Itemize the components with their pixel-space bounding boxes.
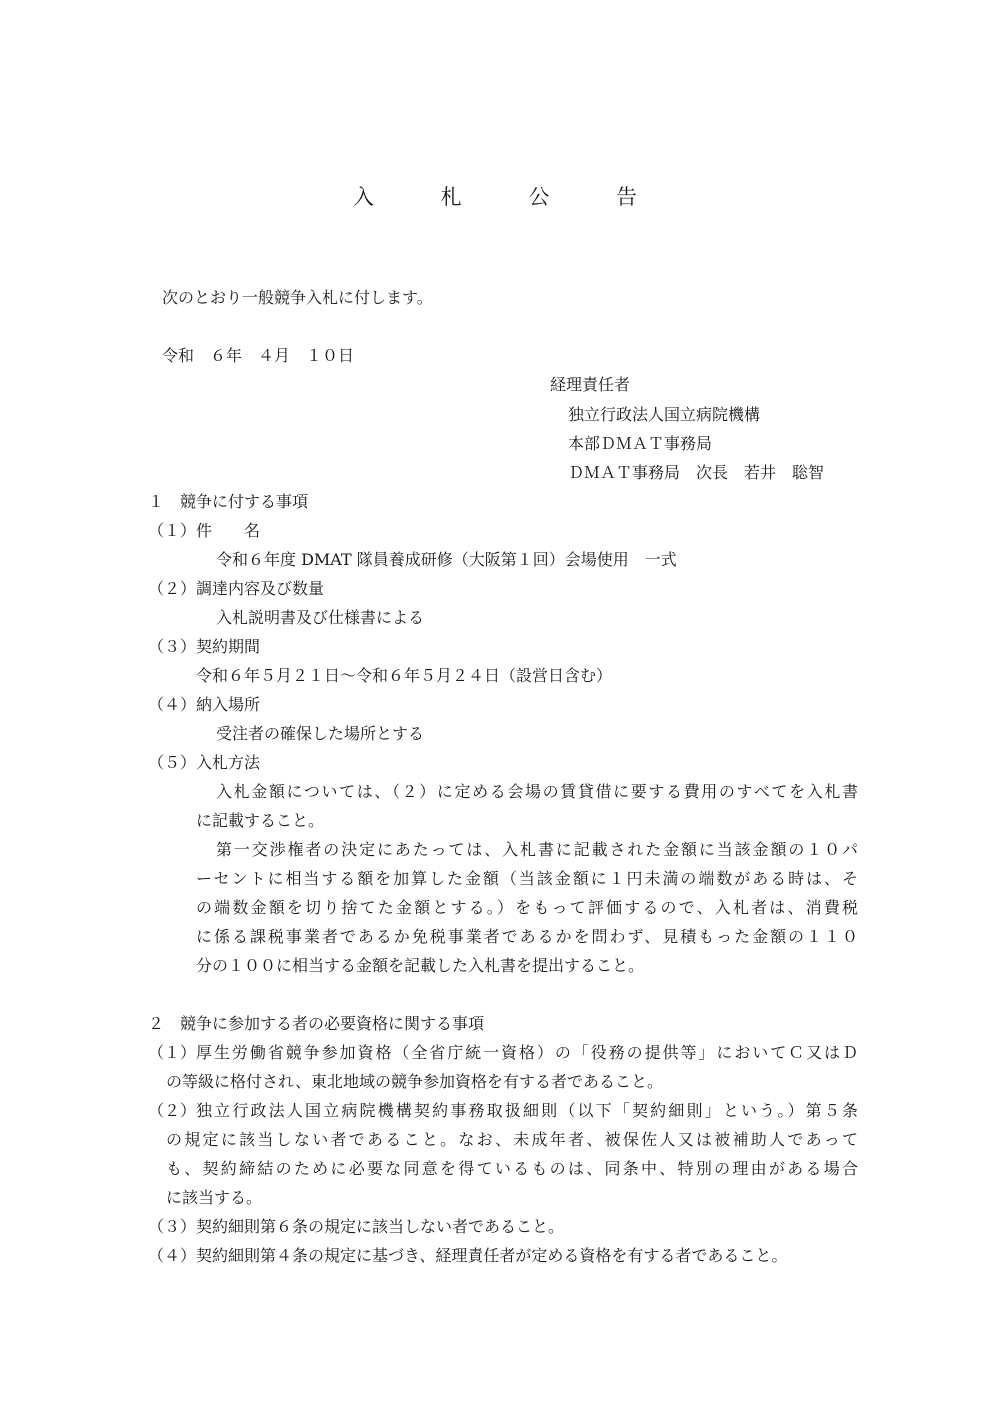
section1-heading: １ 競争に付する事項 xyxy=(148,492,309,511)
page-title: 入 札 公 告 xyxy=(352,185,668,209)
bid-method-paragraph-line: 入札金額については、（２）に定める会場の賃貸借に要する費用のすべてを入札書 xyxy=(216,782,858,801)
qualification-line: も、契約締結のために必要な同意を得ているものは、同条中、特別の理由がある場合 xyxy=(166,1159,858,1178)
bid-method-paragraph-line: の端数金額を切り捨てた金額とする。）をもって評価するので、入札者は、消費税 xyxy=(196,898,858,917)
issuer-dept: 本部ＤＭＡＴ事務局 xyxy=(568,434,713,453)
section1-item-label: （２）調達内容及び数量 xyxy=(148,579,325,598)
notice-date: 令和 ６年 ４月 １０日 xyxy=(162,346,355,365)
bid-method-paragraph-line: ーセントに相当する額を加算した金額（当該金額に１円未満の端数がある時は、そ xyxy=(196,869,858,888)
section1-item-body: 令和６年度 DMAT 隊員養成研修（大阪第１回）会場使用 一式 xyxy=(216,550,677,569)
bid-method-paragraph-line: に係る課税事業者であるか免税事業者であるかを問わず、見積もった金額の１１０ xyxy=(196,927,858,946)
issuer-role: 経理責任者 xyxy=(550,375,631,394)
bid-method-paragraph-line: に記載すること。 xyxy=(196,811,325,830)
qualification-line: の等級に格付され、東北地域の競争参加資格を有する者であること。 xyxy=(166,1072,663,1091)
qualification-line: 厚生労働省競争参加資格（全省庁統一資格）の「役務の提供等」においてＣ又はＤ xyxy=(196,1043,858,1062)
section2-item-label: （４） xyxy=(148,1246,197,1265)
section2-item-label: （１） xyxy=(148,1043,197,1062)
section2-item-label: （２） xyxy=(148,1101,197,1120)
section1-item-body: 受注者の確保した場所とする xyxy=(216,724,425,743)
section1-item-body: 入札説明書及び仕様書による xyxy=(216,608,425,627)
qualification-line: 契約細則第４条の規定に基づき、経理責任者が定める資格を有する者であること。 xyxy=(196,1246,788,1265)
bid-method-paragraph-line: 第一交渉権者の決定にあたっては、入札書に記載された金額に当該金額の１０パ xyxy=(216,840,858,859)
qualification-line: の規定に該当しない者であること。なお、未成年者、被保佐人又は被補助人であって xyxy=(166,1130,858,1149)
issuer-org: 独立行政法人国立病院機構 xyxy=(568,405,761,424)
section1-item-label: （３）契約期間 xyxy=(148,637,261,656)
intro-text: 次のとおり一般競争入札に付します。 xyxy=(162,288,433,307)
qualification-line: 独立行政法人国立病院機構契約事務取扱細則（以下「契約細則」という。）第５条 xyxy=(196,1101,858,1120)
section1-item-label: （４）納入場所 xyxy=(148,695,261,714)
issuer-name: ＤＭＡＴ事務局 次長 若井 聡智 xyxy=(568,463,825,482)
section1-item-label: （１）件 名 xyxy=(148,521,261,540)
section1-item-body: 令和６年５月２１日～令和６年５月２４日（設営日含む） xyxy=(196,666,613,685)
qualification-line: に該当する。 xyxy=(166,1188,263,1207)
section1-item-label: （５）入札方法 xyxy=(148,753,261,772)
section2-item-label: （３） xyxy=(148,1217,197,1236)
bid-method-paragraph-line: 分の１００に相当する金額を記載した入札書を提出すること。 xyxy=(196,956,645,975)
qualification-line: 契約細則第６条の規定に該当しない者であること。 xyxy=(196,1217,565,1236)
section2-heading: ２ 競争に参加する者の必要資格に関する事項 xyxy=(148,1014,485,1033)
